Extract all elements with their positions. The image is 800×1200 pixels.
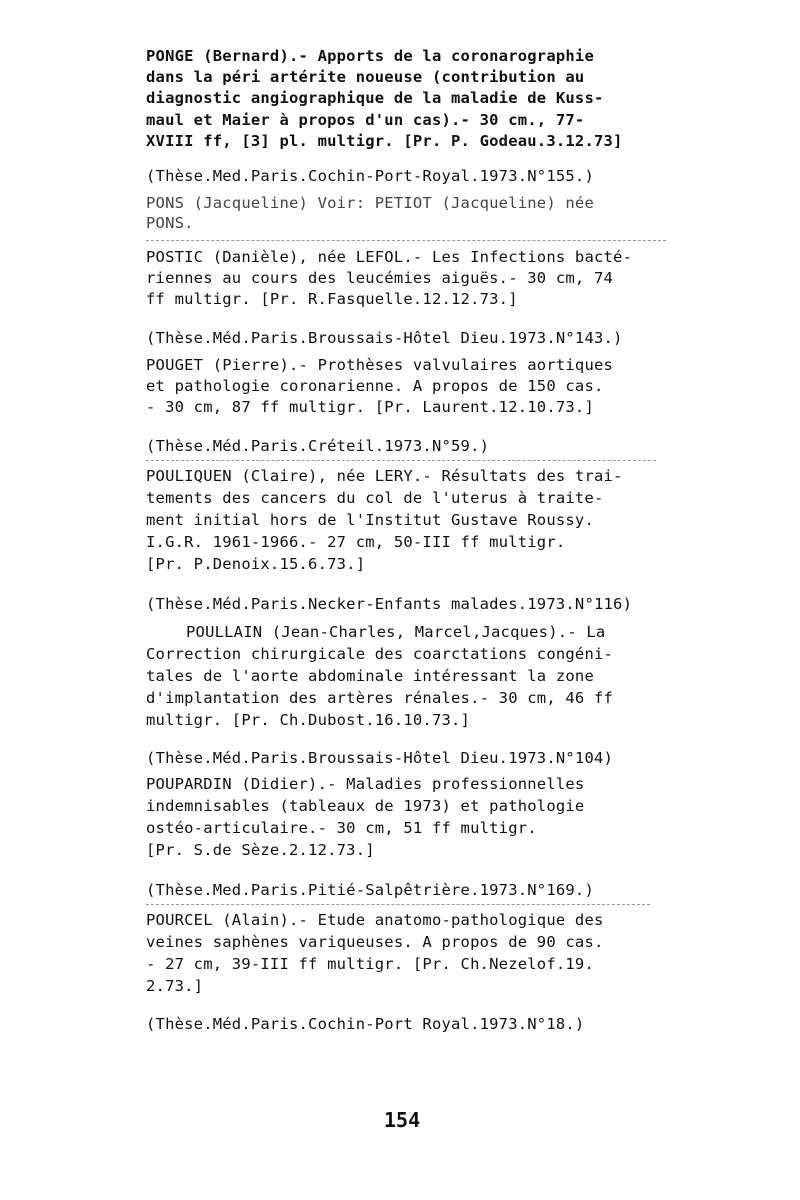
- entry-line: veines saphènes variqueuses. A propos de 90 cas.: [146, 933, 604, 951]
- entry-line: multigr. [Pr. Ch.Dubost.16.10.73.]: [146, 711, 471, 729]
- entry-line: maul et Maier à propos d'un cas).- 30 cm., 77-: [146, 111, 585, 129]
- cross-reference-line: PONS.: [146, 214, 194, 232]
- divider: [146, 904, 650, 905]
- entry-line: ff multigr. [Pr. R.Fasquelle.12.12.73.]: [146, 290, 518, 308]
- entry-line: - 30 cm, 87 ff multigr. [Pr. Laurent.12.10.73.]: [146, 398, 594, 416]
- entry-line: tales de l'aorte abdominale intéressant la zone: [146, 667, 594, 685]
- entry-line: diagnostic angiographique de la maladie de Kuss-: [146, 89, 604, 107]
- entry-line: tements des cancers du col de l'uterus à traite-: [146, 489, 604, 507]
- divider: [146, 240, 666, 241]
- entry-line: XVIII ff, [3] pl. multigr. [Pr. P. Godeau.3.12.73]: [146, 132, 623, 150]
- entry-line: POUGET (Pierre).- Prothèses valvulaires aortiques: [146, 356, 614, 374]
- cross-reference-line: PONS (Jacqueline) Voir: PETIOT (Jacqueline) née: [146, 194, 594, 212]
- entry-line: POSTIC (Danièle), née LEFOL.- Les Infections bacté-: [146, 248, 633, 266]
- entry-line: - 27 cm, 39-III ff multigr. [Pr. Ch.Nezelof.19.: [146, 955, 594, 973]
- thesis-citation: (Thèse.Méd.Paris.Broussais-Hôtel Dieu.1973.N°104): [146, 749, 614, 767]
- thesis-citation: (Thèse.Méd.Paris.Créteil.1973.N°59.): [146, 437, 490, 455]
- entry-line: et pathologie coronarienne. A propos de 150 cas.: [146, 377, 604, 395]
- entry-line: d'implantation des artères rénales.- 30 cm, 46 ff: [146, 689, 614, 707]
- entry-line: POULLAIN (Jean-Charles, Marcel,Jacques).- La: [186, 623, 606, 641]
- thesis-citation: (Thèse.Med.Paris.Pitié-Salpêtrière.1973.N°169.): [146, 881, 594, 899]
- entry-line: I.G.R. 1961-1966.- 27 cm, 50-III ff multigr.: [146, 533, 566, 551]
- thesis-citation: (Thèse.Med.Paris.Cochin-Port-Royal.1973.N°155.): [146, 167, 594, 185]
- entry-line: POULIQUEN (Claire), née LERY.- Résultats des trai-: [146, 467, 623, 485]
- divider: [146, 460, 656, 461]
- entry-line: Correction chirurgicale des coarctations congéni-: [146, 645, 614, 663]
- page-number: 154: [384, 1108, 421, 1132]
- thesis-citation: (Thèse.Méd.Paris.Broussais-Hôtel Dieu.1973.N°143.): [146, 329, 623, 347]
- thesis-citation: (Thèse.Méd.Paris.Cochin-Port Royal.1973.N°18.): [146, 1015, 585, 1033]
- entry-line: POUPARDIN (Didier).- Maladies professionnelles: [146, 775, 585, 793]
- entry-line: 2.73.]: [146, 977, 204, 995]
- entry-line: POURCEL (Alain).- Etude anatomo-pathologique des: [146, 911, 604, 929]
- entry-line: PONGE (Bernard).- Apports de la coronarographie: [146, 47, 594, 65]
- entry-line: [Pr. P.Denoix.15.6.73.]: [146, 555, 366, 573]
- entry-line: [Pr. S.de Sèze.2.12.73.]: [146, 841, 375, 859]
- entry-line: dans la péri artérite noueuse (contribution au: [146, 68, 585, 86]
- thesis-citation: (Thèse.Méd.Paris.Necker-Enfants malades.1973.N°116): [146, 595, 633, 613]
- entry-line: riennes au cours des leucémies aiguës.- 30 cm, 74: [146, 269, 614, 287]
- entry-line: ostéo-articulaire.- 30 cm, 51 ff multigr.: [146, 819, 537, 837]
- entry-line: indemnisables (tableaux de 1973) et pathologie: [146, 797, 585, 815]
- entry-line: ment initial hors de l'Institut Gustave Roussy.: [146, 511, 594, 529]
